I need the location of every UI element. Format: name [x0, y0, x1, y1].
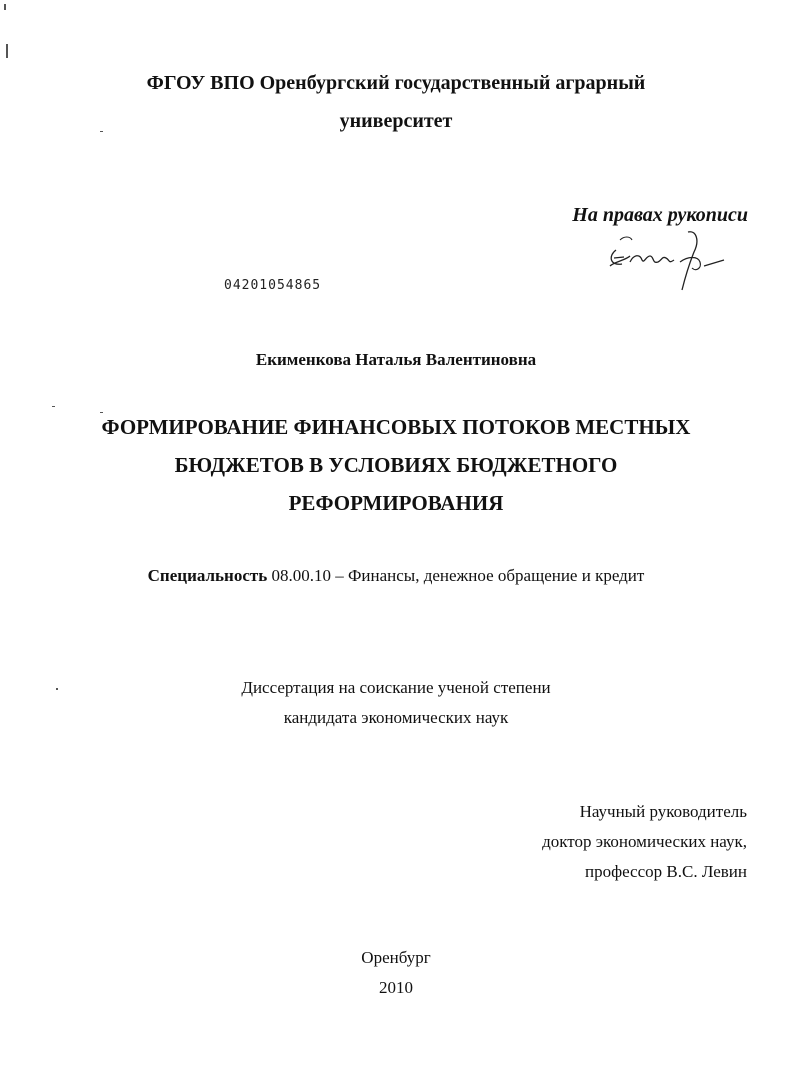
specialty-line — [0, 566, 792, 586]
city: Оренбург — [361, 948, 431, 967]
place-and-year — [0, 943, 792, 1003]
handwritten-signature — [600, 226, 730, 296]
supervisor-role: Научный руководитель — [579, 802, 747, 821]
degree-line: Диссертация на соискание ученой степени — [241, 678, 551, 697]
author-name: Екименкова Наталья Валентиновна — [255, 350, 537, 369]
degree-line: кандидата экономических наук — [283, 708, 509, 727]
year: 2010 — [379, 978, 413, 997]
supervisor-degree: доктор экономических наук, — [542, 832, 747, 851]
institution-name: ФГОУ ВПО Оренбургский государственный аграрный — [146, 72, 646, 94]
institution-name-continued: университет — [339, 110, 453, 132]
dissertation-title — [0, 408, 792, 522]
scan-mark — [6, 44, 8, 58]
supervisor-name: профессор В.С. Левин — [584, 862, 747, 881]
archive-code: 04201054865 — [224, 278, 322, 293]
degree-statement — [0, 673, 792, 733]
title-line: ФОРМИРОВАНИЕ ФИНАНСОВЫХ ПОТОКОВ МЕСТНЫХ — [101, 415, 691, 439]
title-line: БЮДЖЕТОВ В УСЛОВИЯХ БЮДЖЕТНОГО — [174, 453, 618, 477]
scan-mark — [52, 406, 55, 407]
title-line: РЕФОРМИРОВАНИЯ — [288, 491, 504, 515]
supervisor-block — [542, 797, 747, 887]
manuscript-rights-note: На правах рукописи — [572, 204, 748, 226]
scan-mark — [4, 4, 6, 10]
specialty-label: Специальность — [147, 566, 268, 585]
specialty-value: 08.00.10 – Финансы, денежное обращение и кредит — [267, 566, 645, 585]
